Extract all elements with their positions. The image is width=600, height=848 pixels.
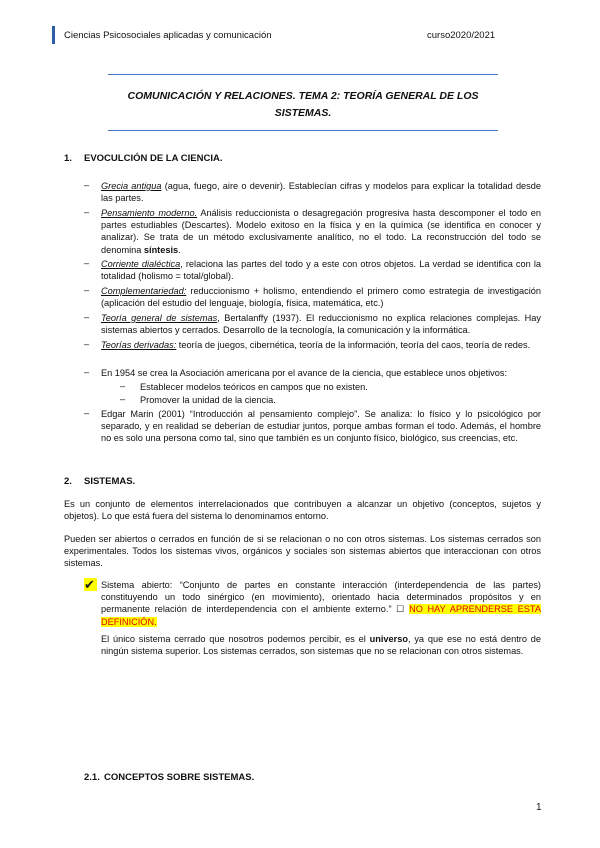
section-2-number: 2. bbox=[64, 476, 72, 487]
document-title: COMUNICACIÓN Y RELACIONES. TEMA 2: TEORÍA GENERAL DE LOS SISTEMAS. bbox=[127, 90, 479, 119]
list-item: Teoría general de sistemas, Bertalanffy (1937). El reduccionismo no explica relaciones complejas. Hay sistemas abiertos y cerrados. Desarrollo de la tecnología, la comunicación y la informática. bbox=[101, 313, 542, 336]
sub-bullet-dash: – bbox=[120, 381, 126, 391]
checkmark-icon: ✔ bbox=[84, 577, 95, 592]
list-item: Corriente dialéctica, relaciona las partes del todo y a este con otros objetos. La verdad se identifica con la totalidad (holismo = total/global). bbox=[101, 259, 541, 282]
title-rule-bottom bbox=[108, 130, 498, 131]
header-year: curso2020/2021 bbox=[427, 30, 496, 41]
list-item: Pensamiento moderno. Análisis reduccionista o desagregación progresiva hasta descomponer el todo en partes estudiables (Descartes). Modelo exitoso en la física y en la química (se identifica en conocer y analizar). Se trata de un método exclusivamente analítico, no el todo. La reconstrucción del todo se denomina síntesis. bbox=[101, 208, 541, 255]
open-system-definition: Sistema abierto: “Conjunto de partes en constante interacción (interdependencia de las partes) constituyendo un todo sinérgico (en movimiento), orientado hacia determinados propósitos y en permanente relación de interdependencia con el ambiente externo.” ☐ NO HAY APRENDERSE ESTA DEFINICIÓN. bbox=[101, 580, 541, 627]
paragraph-definition: Es un conjunto de elementos interrelacionados que contribuyen a alcanzar un objetivo (conceptos, sujetos y objetos). Lo que está fuera del sistema lo denominamos entorno. bbox=[64, 499, 541, 522]
paragraph-universe: El único sistema cerrado que nosotros podemos percibir, es el universo, ya que ese no está dentro de ningún sistema superior. Los sistemas cerrados, son sistemas que no se relacionan con otros sistemas. bbox=[101, 634, 542, 657]
list-item: Edgar Marin (2001) “Introducción al pensamiento complejo”. Se analiza: lo físico y lo psicológico por separado, y en realidad se deberían de estudiar juntos, porque ambas forman el todo. Además, el hombre no es solo una persona como tal, sino que también es un conjunto físico, biológico, sus creencias, etc. bbox=[101, 409, 541, 444]
sub-list-item: Establecer modelos teóricos en campos que no existen. bbox=[140, 382, 368, 392]
highlight-note: NO HAY APRENDERSE ESTA DEFINICIÓN. bbox=[101, 604, 541, 627]
section-2-1-number: 2.1. bbox=[84, 772, 100, 783]
bullet-dash: – bbox=[84, 258, 90, 268]
bullet-dash: – bbox=[84, 339, 90, 349]
sub-list-item: Promover la unidad de la ciencia. bbox=[140, 395, 276, 405]
section-1-heading: EVOCULCIÓN DE LA CIENCIA. bbox=[84, 153, 223, 164]
section-2-1-heading: CONCEPTOS SOBRE SISTEMAS. bbox=[104, 772, 255, 783]
sub-bullet-dash: – bbox=[120, 394, 126, 404]
header-course: Ciencias Psicosociales aplicadas y comunicación bbox=[64, 30, 272, 41]
bullet-dash: – bbox=[84, 285, 90, 295]
section-1-number: 1. bbox=[64, 153, 72, 164]
paragraph-open-closed: Pueden ser abiertos o cerrados en función de si se relacionan o no con otros sistemas. Los sistemas cerrados son experimentales. Todos los sistemas vivos, orgánicos y sociales son sistemas abiertos que interaccionan con otros sistemas. bbox=[64, 534, 541, 569]
bullet-dash: – bbox=[84, 207, 90, 217]
section-2-heading: SISTEMAS. bbox=[84, 476, 136, 487]
bullet-dash: – bbox=[84, 408, 90, 418]
bullet-dash: – bbox=[84, 367, 90, 377]
list-item: Complementariedad: reduccionismo + holismo, entendiendo el primero como estrategia de investigación (aplicación del estudio del lenguaje, biología, física, matemática, etc.) bbox=[101, 286, 541, 309]
list-item: En 1954 se crea la Asociación americana por el avance de la ciencia, que establece unos objetivos: bbox=[101, 368, 508, 378]
page-number: 1 bbox=[536, 802, 542, 813]
title-rule-top bbox=[108, 74, 498, 75]
box-icon: ☐ bbox=[396, 604, 405, 615]
bullet-dash: – bbox=[84, 312, 90, 322]
list-item: Grecia antigua (agua, fuego, aire o devenir). Establecían cifras y modelos para explicar la totalidad desde las partes. bbox=[101, 181, 541, 204]
header-accent-bar bbox=[52, 26, 55, 44]
bullet-dash: – bbox=[84, 180, 90, 190]
list-item: Teorías derivadas: teoría de juegos, cibernética, teoría de la información, teoría del caos, teoría de redes. bbox=[101, 340, 531, 350]
